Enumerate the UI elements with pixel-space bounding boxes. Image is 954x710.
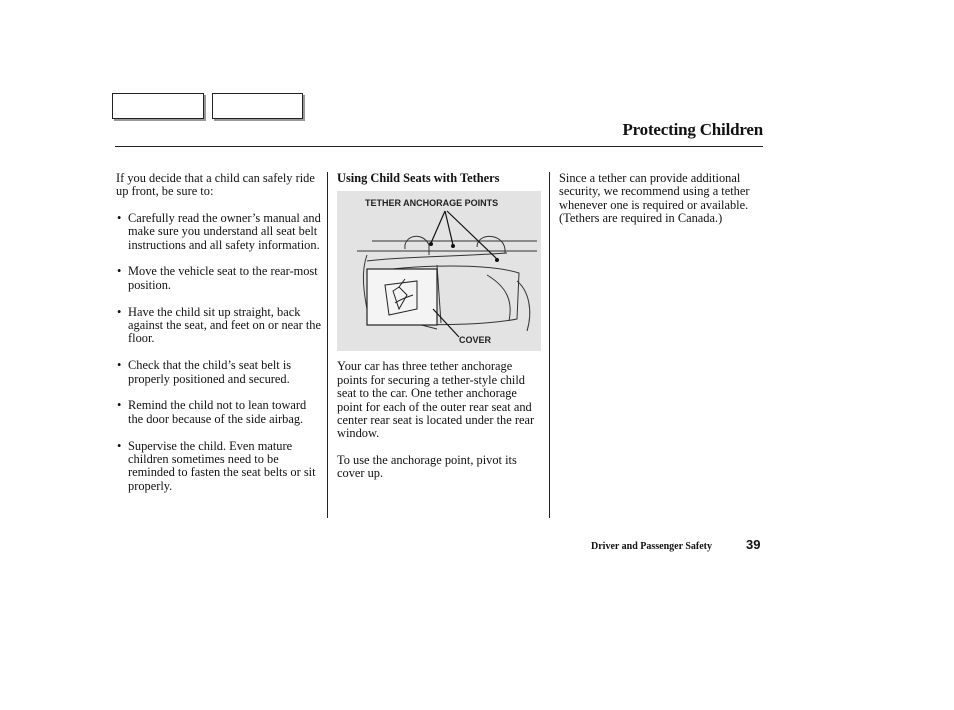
page-number: 39 <box>746 537 761 552</box>
body-paragraph: Since a tether can provide additional security, we recommend using a tether whenever one is required or available. (Tethers are required in Canada.) <box>559 171 750 226</box>
nav-tab-box-2[interactable] <box>212 93 303 119</box>
column-divider <box>549 172 550 518</box>
section-heading: Using Child Seats with Tethers <box>337 171 500 185</box>
nav-tab-box-1[interactable] <box>112 93 204 119</box>
list-item: • Move the vehicle seat to the rear-most position. <box>116 265 321 292</box>
body-paragraph: To use the anchorage point, pivot its cover up. <box>337 452 517 481</box>
rear-seat-illustration <box>337 191 541 351</box>
column-middle <box>337 172 545 481</box>
tether-anchorage-figure <box>337 191 541 351</box>
footer-section-title: Driver and Passenger Safety <box>591 541 713 552</box>
page-title: Protecting Children <box>622 120 763 139</box>
list-item: • Have the child sit up straight, back against the seat, and feet on or near the floor. <box>116 306 321 346</box>
list-item: • Supervise the child. Even mature children sometimes need to be reminded to fasten the seat belts or sit properly. <box>116 440 321 494</box>
list-item: • Carefully read the owner’s manual and make sure you understand all seat belt instructions and all safety information. <box>116 212 321 252</box>
list-item: • Check that the child’s seat belt is properly positioned and secured. <box>116 359 321 386</box>
intro-text: If you decide that a child can safely ride up front, be sure to: <box>116 171 315 199</box>
list-item: • Remind the child not to lean toward the door because of the side airbag. <box>116 399 321 426</box>
column-left <box>116 172 321 507</box>
column-divider <box>327 172 328 518</box>
precaution-list <box>116 212 321 493</box>
figure-label-anchorage: TETHER ANCHORAGE POINTS <box>365 198 499 209</box>
column-right <box>559 172 764 226</box>
figure-label-cover: COVER <box>459 335 492 346</box>
body-paragraph: Your car has three tether anchorage points for securing a tether-style child seat to the car. One tether anchorage point for each of the outer rear seat and center rear seat is located under the rear window. <box>337 359 535 441</box>
title-divider <box>115 146 763 147</box>
